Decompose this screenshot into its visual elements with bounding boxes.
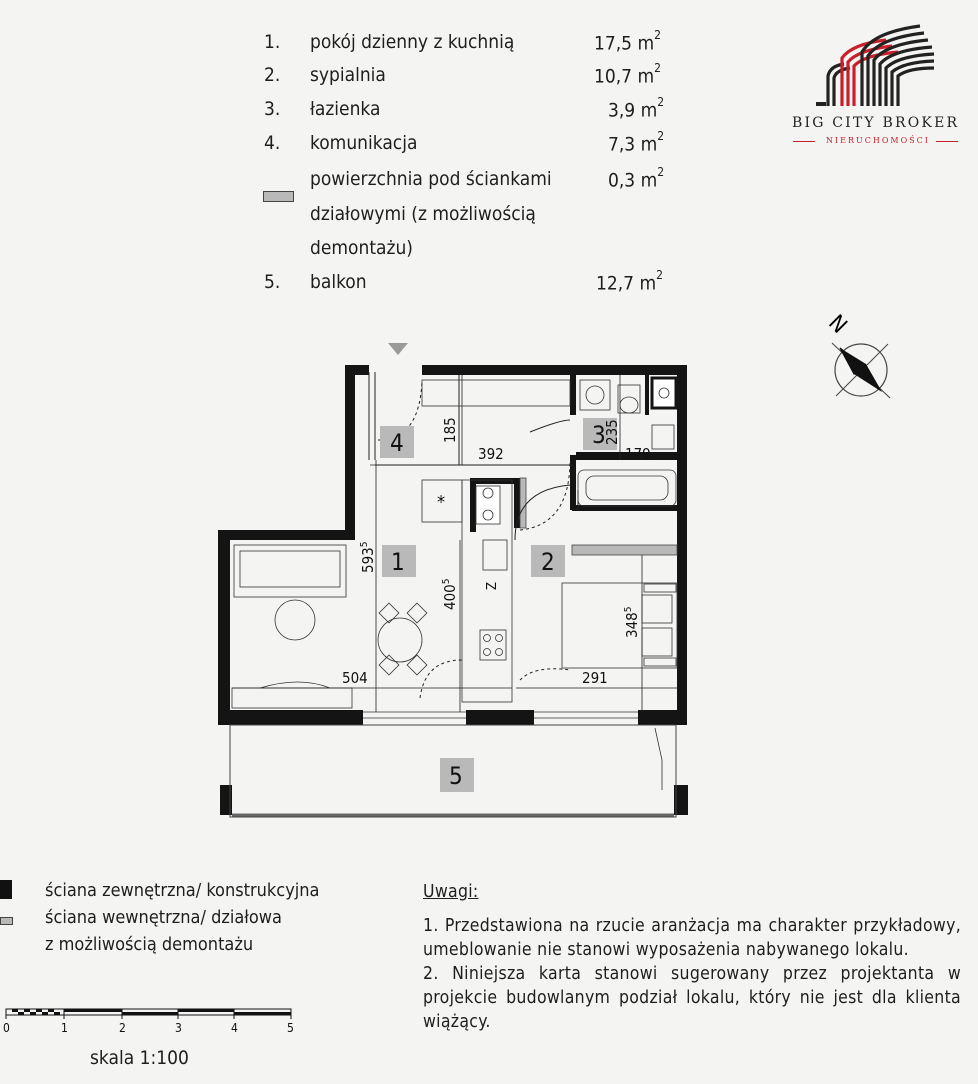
dim-504: 504 [342, 669, 368, 687]
logo-rule-right [936, 141, 958, 142]
logo-subtitle: NIERUCHOMOŚCI [826, 136, 930, 145]
room-label-3: 3 [592, 421, 606, 449]
dim-179: 179 [625, 445, 651, 463]
dim-593: $593^5$ [359, 541, 377, 573]
fridge-mark: * [437, 492, 446, 513]
entrance-arrow-icon [388, 343, 408, 355]
room-label-1: 1 [391, 548, 405, 576]
dim-291: 291 [582, 669, 608, 687]
legend-number: 5. [264, 271, 281, 293]
logo-rule-left [793, 141, 815, 142]
scale-tick-5: 5 [287, 1021, 294, 1035]
legend-number: 2. [264, 64, 281, 86]
dim-348: $348^5$ [623, 606, 641, 638]
legend-number: 3. [264, 98, 281, 120]
logo-name: BIG CITY BROKER [792, 115, 960, 131]
room-label-5: 5 [449, 762, 463, 790]
legend-room-name: pokój dzienny z kuchnią [310, 31, 515, 53]
floor-plan [210, 335, 690, 825]
scale-tick-2: 2 [119, 1021, 126, 1035]
cooktop [480, 630, 506, 660]
legend-room-area: 12,7 $m^2$ [596, 268, 664, 295]
sofa [234, 545, 346, 597]
coffee-table [275, 600, 315, 640]
notes-title: Uwagi: [423, 882, 479, 902]
interior-wall-label-2: z możliwością demontażu [45, 934, 254, 955]
dim-392: 392 [478, 445, 504, 463]
legend-room-name: sypialnia [310, 64, 386, 86]
legend-room-name: łazienka [310, 98, 381, 120]
scale-tick-0: 0 [3, 1021, 10, 1035]
dining-table [378, 618, 422, 662]
dim-235: 235 [603, 419, 621, 445]
partition-area: 0,3 $m^2$ [608, 165, 665, 192]
legend-room-name: balkon [310, 271, 367, 293]
partition-swatch [263, 191, 294, 202]
legend-number: 4. [264, 132, 281, 154]
legend-room-area: 3,9 $m^2$ [608, 95, 665, 122]
dim-185: 185 [441, 417, 459, 443]
scale-tick-1: 1 [61, 1021, 68, 1035]
exterior-wall-label: ściana zewnętrzna/ konstrukcyjna [45, 880, 320, 901]
cooker-mark: Z [485, 581, 500, 590]
scale-tick-3: 3 [175, 1021, 182, 1035]
legend-room-area: 7,3 $m^2$ [608, 129, 665, 156]
compass-label [820, 308, 860, 342]
legend-room-area: 10,7 $m^2$ [594, 61, 662, 88]
note-item: 2. Niniejsza karta stanowi sugerowany przez projektanta w projekcie budowlanym podział lokalu, który nie jest dla klienta wiążący. [423, 964, 961, 1032]
note-item: 1. Przedstawiona na rzucie aranżacja ma charakter przykładowy, umeblowanie nie stanowi wyposażenia nabywanego lokalu. [423, 916, 961, 960]
bed [562, 583, 677, 668]
dim-400: $400^5$ [441, 578, 459, 610]
legend-number: 1. [264, 31, 281, 53]
partition-label-line1: powierzchnia pod ściankami [310, 168, 552, 190]
svg-text:N: N [823, 310, 852, 339]
interior-wall-swatch [0, 917, 13, 925]
scale-graphic [0, 1003, 300, 1037]
legend-room-area: 17,5 $m^2$ [594, 28, 662, 55]
interior-wall-label: ściana wewnętrzna/ działowa [45, 907, 282, 928]
partition-walls [520, 478, 677, 555]
door-swings [369, 372, 578, 698]
scale-tick-4: 4 [231, 1021, 238, 1035]
scale-label: skala 1:100 [90, 1047, 189, 1069]
room-label-4: 4 [390, 429, 404, 457]
notes [423, 880, 961, 1034]
partition-label-line2: działowymi (z możliwością [310, 203, 536, 225]
legend-room-name: komunikacja [310, 132, 418, 154]
building-logo-icon [812, 22, 938, 108]
exterior-wall-swatch [0, 880, 12, 899]
room-label-2: 2 [541, 548, 555, 576]
partition-label-line3: demontażu) [310, 237, 413, 259]
